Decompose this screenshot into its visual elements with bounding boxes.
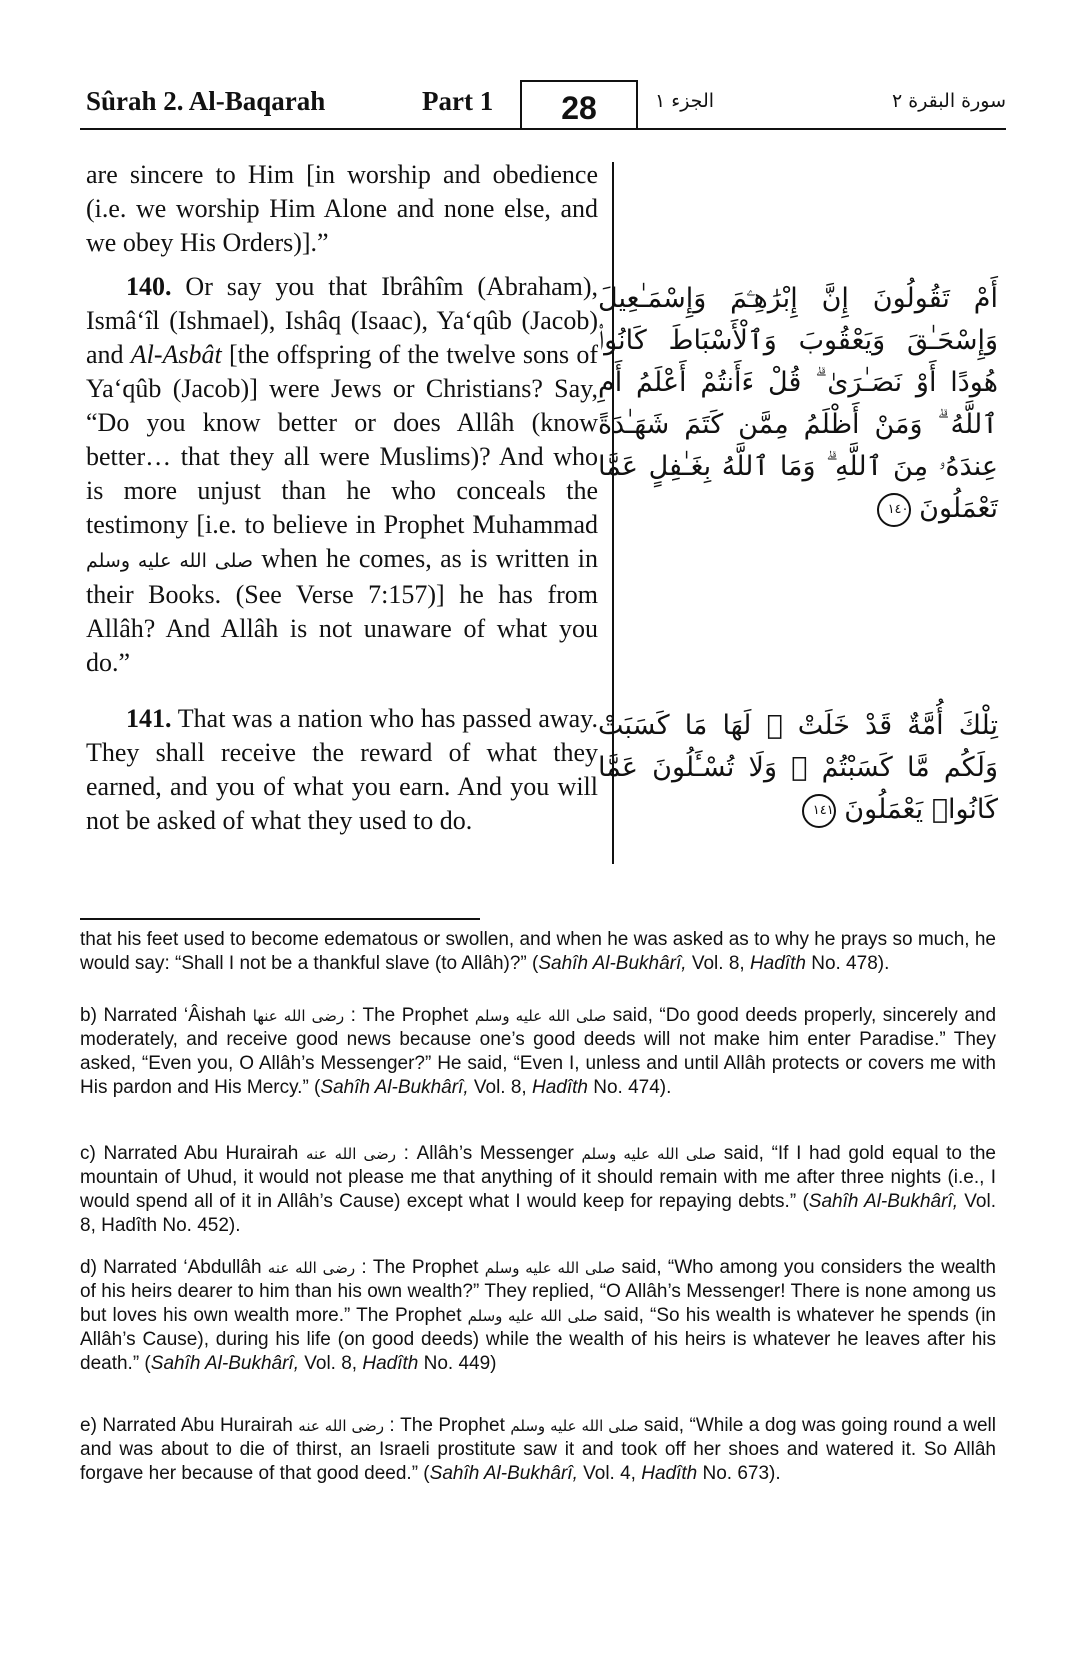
header-surah-title: Sûrah 2. Al-Baqarah xyxy=(86,86,326,116)
verse-140-text-a: Or say you that Ibrâhîm (Abraham), Ismâ‘îl (Ishmael), Ishâq (Isaac), Ya‘qûb (Jacob) and xyxy=(86,272,598,369)
footnote-text: Vol. 8, xyxy=(468,1077,532,1098)
footnote-text: said, “While a dog was going round a well and was about to die of thirst, an Israeli prostitute saw it and took off her shoes and watered it. So Allâh forgave her because of that good deed.” ( xyxy=(80,1415,997,1484)
footnote-source: Sahîh Al-Bukhârî, xyxy=(808,1191,959,1212)
footnote-text: said, “Who among you considers the wealth of his heirs dearer to him than his own wealth?” They replied, “O Allâh’s Messenger! There is none among us but loves his own wealth more.” The Prophet xyxy=(80,1257,996,1326)
footnote-source: Sahîh Al-Bukhârî, xyxy=(150,1353,299,1374)
footnote-arabic: صلى الله عليه وسلم xyxy=(510,1417,639,1435)
verse-141-arabic xyxy=(598,705,998,831)
footnote-b xyxy=(80,1004,996,1100)
footnote-text: said, “If I had gold equal to the mountain of Uhud, it would not please me that anything of it should remain with me after three nights (i.e., I would spend all of it in Allâh’s Cause) except what I would keep for repaying debts.” ( xyxy=(80,1143,997,1212)
footnote-hadith-word: Hadîth xyxy=(749,953,806,974)
header-arabic-part: الجزء ١ xyxy=(655,90,715,112)
footnote-text: : The Prophet xyxy=(355,1257,485,1278)
footnote-arabic: رضى الله عنه xyxy=(298,1417,384,1435)
footnote-arabic: صلى الله عليه وسلم xyxy=(467,1307,598,1325)
verse-141-translation xyxy=(86,702,598,838)
footnote-text: Vol. 8, xyxy=(298,1353,363,1374)
verse-140-term: Al-Asbât xyxy=(130,340,222,369)
footnote-arabic: صلى الله عليه وسلم xyxy=(581,1145,717,1163)
footnote-source: Sahîh Al-Bukhârî, xyxy=(429,1463,578,1484)
footnote-continuation xyxy=(80,928,996,976)
footnote-text: c) Narrated Abu Hurairah xyxy=(80,1143,306,1164)
verse-140-text-c: [the offspring of the twelve sons of Ya‘qûb (Jacob)] were Jews or Christians? Say, “Do you know better or does Allâh (know better… that they all were Muslims)? And who is more unjust than he who conceals the testimony [i.e. to believe in Prophet Muhammad xyxy=(86,340,599,539)
footnote-hadith-word: Hadîth xyxy=(531,1077,588,1098)
footnote-text: said, “Do good deeds properly, sincerely and moderately, and receive good news because one’s good deeds will not make him enter Paradise.” They asked, “Even you, O Allâh’s Messenger?” He said, “Even I, unless and until Allâh protects or covers me with His pardon and His Mercy.” ( xyxy=(80,1005,997,1098)
footnote-text: that his feet used to become edematous or swollen, and when he was asked as to why he prays so much, he would say: “Shall I not be a thankful slave (to Allâh)?” ( xyxy=(80,929,996,974)
footnote-text: : Allâh’s Messenger xyxy=(396,1143,582,1164)
footnote-text: No. 673). xyxy=(697,1463,781,1484)
footnote-arabic: صلى الله عليه وسلم xyxy=(474,1007,607,1025)
footnote-text: said, “So his wealth is whatever he spends (in Allâh’s Cause), during his life (on good deeds) while the wealth of his heirs is whatever he leaves after his death.” ( xyxy=(80,1305,996,1374)
footnote-rule xyxy=(80,918,480,920)
footnote-hadith-word: Hadîth xyxy=(362,1353,419,1374)
footnote-text: d) Narrated ‘Abdullâh xyxy=(80,1257,268,1278)
footnote-text: No. 449) xyxy=(418,1353,497,1374)
footnote-text: Vol. 8, Hadîth No. 452). xyxy=(80,1191,996,1236)
footnote-text: No. 478). xyxy=(805,953,890,974)
header-part-label: Part 1 xyxy=(422,86,494,116)
footnote-text: Vol. 8, xyxy=(686,953,750,974)
ayah-140-marker-icon: ١٤٠ xyxy=(877,493,911,527)
footnote-source: Sahîh Al-Bukhârî, xyxy=(320,1077,469,1098)
verse-141-text: That was a nation who has passed away. They shall receive the reward of what they earned, and you of what you earn. And you will not be asked of what they used to do. xyxy=(86,704,598,835)
footnote-text: Vol. 4, xyxy=(577,1463,642,1484)
verse-continuation: are sincere to Him [in worship and obedience (i.e. we worship Him Alone and none else, and we obey His Orders)].” xyxy=(86,160,598,257)
footnote-text: b) Narrated ‘Âishah xyxy=(80,1005,253,1026)
verse-141-arabic-text: تِلْكَ أُمَّةٌ قَدْ خَلَتْ ۖ لَهَا مَا كَسَبَتْ وَلَكُم مَّا كَسَبْتُمْ ۖ وَلَا تُسْـَٔلُونَ عَمَّا كَانُوا۟ يَعْمَلُونَ xyxy=(598,710,998,825)
verse-140-number: 140. xyxy=(126,272,172,301)
footnote-e xyxy=(80,1414,996,1486)
verse-140-translation xyxy=(86,270,598,680)
salutation-text: صلى الله عليه وسلم xyxy=(86,550,254,572)
footnote-text: : The Prophet xyxy=(383,1415,511,1436)
footnote-text: : The Prophet xyxy=(344,1005,475,1026)
footnote-arabic: رضى الله عنه xyxy=(267,1259,356,1277)
header-arabic-surah: سورة البقرة ٢ xyxy=(891,90,1006,112)
footnote-arabic: رضى الله عنها xyxy=(252,1007,345,1025)
verse-141-number: 141. xyxy=(126,704,172,733)
footnote-arabic: رضى الله عنه xyxy=(305,1145,397,1163)
verse-140-arabic xyxy=(598,278,998,530)
footnote-source: Sahîh Al-Bukhârî, xyxy=(538,953,687,974)
footnote-arabic: صلى الله عليه وسلم xyxy=(484,1259,616,1277)
page-number: 28 xyxy=(520,80,638,130)
ayah-141-marker-icon: ١٤١ xyxy=(802,794,836,828)
footnote-c xyxy=(80,1142,996,1238)
footnote-hadith-word: Hadîth xyxy=(641,1463,698,1484)
header-rule xyxy=(80,128,1006,130)
verse-140-arabic-text: أَمْ تَقُولُونَ إِنَّ إِبْرَٰهِـۧمَ وَإِسْمَـٰعِيلَ وَإِسْحَـٰقَ وَيَعْقُوبَ وَٱلْأَسْبَاطَ كَانُوا۟ هُودًا أَوْ نَصَـٰرَىٰ ۗ قُلْ ءَأَنتُمْ أَعْلَمُ أَمِ ٱللَّهُ ۗ وَمَنْ أَظْلَمُ مِمَّن كَتَمَ شَهَـٰدَةً عِندَهُۥ مِنَ ٱللَّهِ ۗ وَمَا ٱللَّهُ بِغَـٰفِلٍ عَمَّا تَعْمَلُونَ xyxy=(598,283,998,524)
footnote-text: e) Narrated Abu Hurairah xyxy=(80,1415,299,1436)
verse-140-text-d: when he comes, as is written in their Books. (See Verse 7:157)] he has from Allâh? And Allâh is not unaware of what you do.” xyxy=(86,544,599,677)
footnote-d xyxy=(80,1256,996,1376)
footnote-text: No. 474). xyxy=(587,1077,672,1098)
